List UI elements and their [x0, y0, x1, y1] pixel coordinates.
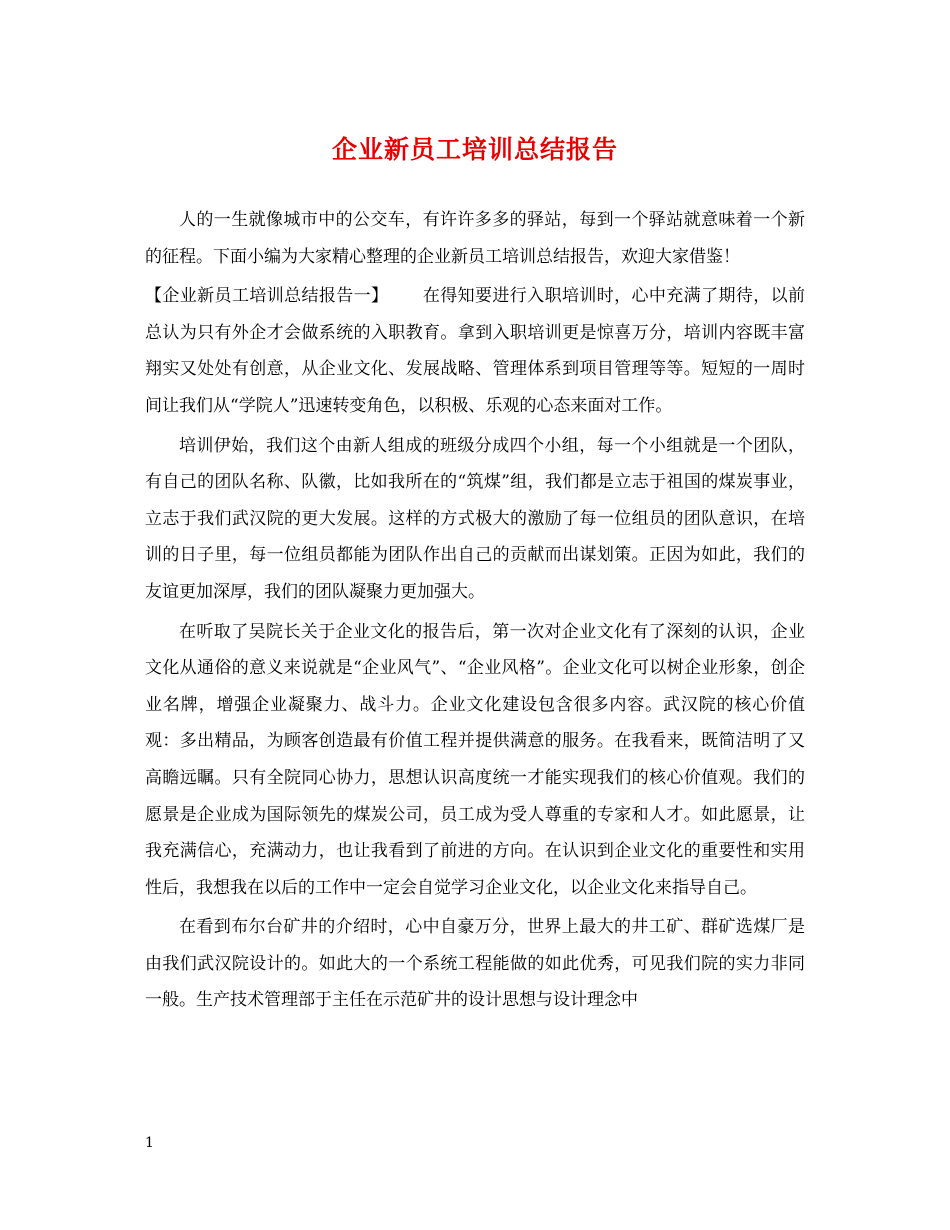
body-paragraph: 在听取了吴院长关于企业文化的报告后，第一次对企业文化有了深刻的认识，企业文化从通俗的意义来说就是“企业风气”、“企业风格”。企业文化可以树企业形象，创企业名牌，增强企业凝聚力、战斗力。企业文化建设包含很多内容。武汉院的核心价值观：多出精品，为顾客创造最有价值工程并提供满意的服务。在我看来，既简洁明了又高瞻远瞩。只有全院同心协力，思想认识高度统一才能实现我们的核心价值观。我们的愿景是企业成为国际领先的煤炭公司，员工成为受人尊重的专家和人才。如此愿景，让我充满信心，充满动力，也让我看到了前进的方向。在认识到企业文化的重要性和实用性后，我想我在以后的工作中一定会自觉学习企业文化，以企业文化来指导自己。 — [145, 621, 805, 898]
document-body — [145, 202, 805, 1022]
section-heading: 【企业新员工培训总结报告一】 — [145, 286, 389, 307]
body-paragraph: 培训伊始，我们这个由新人组成的班级分成四个小组，每一个小组就是一个团队，有自己的团队名称、队徽，比如我所在的“筑煤”组，我们都是立志于祖国的煤炭事业，立志于我们武汉院的更大发展。这样的方式极大的激励了每一位组员的团队意识，在培训的日子里，每一位组员都能为团队作出自己的贡献而出谋划策。正因为如此，我们的友谊更加深厚，我们的团队凝聚力更加强大。 — [145, 435, 805, 602]
page-number: 1 — [145, 1135, 154, 1151]
document-title: 企业新员工培训总结报告 — [331, 135, 618, 164]
section-one-paragraph — [145, 278, 805, 424]
intro-paragraph: 人的一生就像城市中的公交车，有许许多多的驿站，每到一个驿站就意味着一个新的征程。下面小编为大家精心整理的企业新员工培训总结报告，欢迎大家借鉴！ — [145, 210, 805, 267]
body-paragraph: 在看到布尔台矿井的介绍时，心中自豪万分，世界上最大的井工矿、群矿选煤厂是由我们武汉院设计的。如此大的一个系统工程能做的如此优秀，可见我们院的实力非同一般。生产技术管理部于主任在示范矿井的设计思想与设计理念中 — [145, 917, 805, 1011]
paragraph-text: 在得知要进行入职培训时，心中充满了期待，以前总认为只有外企才会做系统的入职教育。拿到入职培训更是惊喜万分，培训内容既丰富翔实又处处有创意，从企业文化、发展战略、管理体系到项目管理等等。短短的一周时间让我们从“学院人”迅速转变角色，以积极、乐观的心态来面对工作。 — [145, 286, 806, 416]
